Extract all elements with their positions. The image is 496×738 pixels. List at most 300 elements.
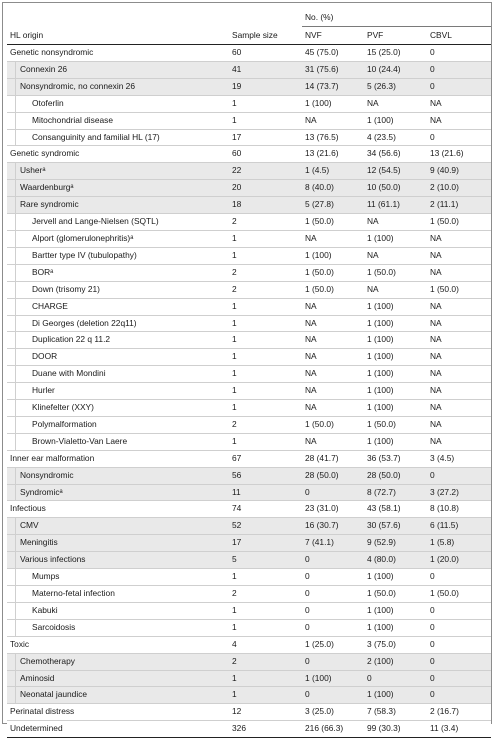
row-label: Undetermined <box>10 723 63 734</box>
cell-origin <box>7 112 229 129</box>
cell-sample-size: 20 <box>229 180 302 197</box>
table-frame <box>2 2 492 734</box>
cell-origin <box>7 366 229 383</box>
table-row <box>7 78 491 95</box>
table-row <box>7 180 491 197</box>
cell-pvf: 1 (100) <box>364 298 427 315</box>
table-body <box>7 45 491 738</box>
cell-cbvl: 0 <box>427 619 491 636</box>
cell-pvf: 12 (54.5) <box>364 163 427 180</box>
header-row <box>7 27 491 45</box>
cell-sample-size: 1 <box>229 95 302 112</box>
cell-sample-size: 11 <box>229 484 302 501</box>
cell-cbvl: NA <box>427 298 491 315</box>
cell-nvf: NA <box>302 400 364 417</box>
row-label: Hurler <box>15 383 229 399</box>
cell-cbvl: NA <box>427 264 491 281</box>
row-label: Chemotherapy <box>15 654 229 670</box>
cell-sample-size: 1 <box>229 247 302 264</box>
cell-pvf: 10 (24.4) <box>364 61 427 78</box>
row-label: Materno-fetal infection <box>15 586 229 602</box>
row-label: Genetic syndromic <box>10 148 80 159</box>
cell-nvf: NA <box>302 315 364 332</box>
cell-pvf: 2 (100) <box>364 653 427 670</box>
table-row <box>7 636 491 653</box>
cell-cbvl: 0 <box>427 467 491 484</box>
cell-cbvl: 1 (5.8) <box>427 535 491 552</box>
cell-sample-size: 2 <box>229 281 302 298</box>
cell-cbvl: 13 (21.6) <box>427 146 491 163</box>
cell-pvf: NA <box>364 95 427 112</box>
cell-cbvl: 8 (10.8) <box>427 501 491 518</box>
row-label: Alport (glomerulonephritis)ᵃ <box>15 231 229 247</box>
column-header-cbvl: CBVL <box>427 27 491 45</box>
cell-sample-size: 19 <box>229 78 302 95</box>
cell-cbvl: NA <box>427 95 491 112</box>
cell-origin <box>7 586 229 603</box>
cell-sample-size: 1 <box>229 112 302 129</box>
cell-sample-size: 1 <box>229 670 302 687</box>
cell-origin <box>7 670 229 687</box>
cell-origin <box>7 146 229 163</box>
table-row <box>7 197 491 214</box>
cell-origin <box>7 281 229 298</box>
cell-origin <box>7 264 229 281</box>
cell-sample-size: 326 <box>229 721 302 738</box>
cell-sample-size: 41 <box>229 61 302 78</box>
cell-origin <box>7 433 229 450</box>
cell-cbvl: 0 <box>427 129 491 146</box>
cell-pvf: 1 (100) <box>364 349 427 366</box>
cell-cbvl: 3 (4.5) <box>427 450 491 467</box>
cell-origin <box>7 197 229 214</box>
cell-cbvl: 2 (11.1) <box>427 197 491 214</box>
cell-sample-size: 1 <box>229 383 302 400</box>
cell-sample-size: 1 <box>229 366 302 383</box>
cell-nvf: NA <box>302 230 364 247</box>
table-row <box>7 602 491 619</box>
cell-nvf: 1 (50.0) <box>302 214 364 231</box>
cell-pvf: 10 (50.0) <box>364 180 427 197</box>
cell-origin <box>7 315 229 332</box>
cell-pvf: 36 (53.7) <box>364 450 427 467</box>
cell-nvf: NA <box>302 112 364 129</box>
row-label: Waardenburgᵃ <box>15 180 229 196</box>
row-label: Meningitis <box>15 535 229 551</box>
table-row <box>7 518 491 535</box>
cell-pvf: 3 (75.0) <box>364 636 427 653</box>
cell-nvf: 1 (100) <box>302 670 364 687</box>
table-row <box>7 112 491 129</box>
cell-sample-size: 2 <box>229 264 302 281</box>
table-row <box>7 95 491 112</box>
cell-nvf: NA <box>302 349 364 366</box>
cell-pvf: 1 (100) <box>364 230 427 247</box>
cell-pvf: 43 (58.1) <box>364 501 427 518</box>
row-label: Aminosid <box>15 671 229 687</box>
cell-pvf: 1 (50.0) <box>364 586 427 603</box>
table-row <box>7 569 491 586</box>
cell-sample-size: 1 <box>229 315 302 332</box>
table-row <box>7 535 491 552</box>
table-row <box>7 230 491 247</box>
cell-cbvl: NA <box>427 247 491 264</box>
row-label: Infectious <box>10 503 46 514</box>
cell-pvf: 9 (52.9) <box>364 535 427 552</box>
table-row <box>7 349 491 366</box>
table-row <box>7 332 491 349</box>
cell-pvf: 4 (80.0) <box>364 552 427 569</box>
table-row <box>7 163 491 180</box>
row-label: Connexin 26 <box>15 62 229 78</box>
cell-origin <box>7 78 229 95</box>
table-row <box>7 298 491 315</box>
table-row <box>7 214 491 231</box>
table-row <box>7 129 491 146</box>
table-row <box>7 687 491 704</box>
cell-origin <box>7 61 229 78</box>
row-label: Bartter type IV (tubulopathy) <box>15 248 229 264</box>
cell-sample-size: 17 <box>229 535 302 552</box>
cell-pvf: 1 (100) <box>364 569 427 586</box>
cell-nvf: 0 <box>302 653 364 670</box>
cell-sample-size: 1 <box>229 400 302 417</box>
cell-pvf: 11 (61.1) <box>364 197 427 214</box>
cell-origin <box>7 416 229 433</box>
row-label: Jervell and Lange-Nielsen (SQTL) <box>15 214 229 230</box>
column-header-nvf: NVF <box>302 27 364 45</box>
row-label: Rare syndromic <box>15 197 229 213</box>
cell-nvf: 0 <box>302 687 364 704</box>
cell-pvf: NA <box>364 247 427 264</box>
cell-cbvl: 0 <box>427 602 491 619</box>
table-row <box>7 383 491 400</box>
cell-pvf: 30 (57.6) <box>364 518 427 535</box>
cell-nvf: 14 (73.7) <box>302 78 364 95</box>
row-label: Mumps <box>15 569 229 585</box>
cell-cbvl: NA <box>427 400 491 417</box>
cell-pvf: 1 (100) <box>364 400 427 417</box>
cell-nvf: 1 (100) <box>302 247 364 264</box>
cell-origin <box>7 501 229 518</box>
cell-origin <box>7 383 229 400</box>
cell-cbvl: NA <box>427 349 491 366</box>
cell-origin <box>7 687 229 704</box>
cell-nvf: 0 <box>302 586 364 603</box>
cell-origin <box>7 619 229 636</box>
cell-sample-size: 60 <box>229 45 302 62</box>
cell-pvf: NA <box>364 281 427 298</box>
row-label: Toxic <box>10 638 30 649</box>
cell-cbvl: NA <box>427 416 491 433</box>
row-label: Various infections <box>15 552 229 568</box>
cell-sample-size: 5 <box>229 552 302 569</box>
column-header-origin: HL origin <box>7 27 229 45</box>
cell-origin <box>7 721 229 738</box>
cell-origin <box>7 467 229 484</box>
cell-cbvl: 2 (10.0) <box>427 180 491 197</box>
cell-cbvl: 6 (11.5) <box>427 518 491 535</box>
row-label: Mitochondrial disease <box>15 113 229 129</box>
row-label: CHARGE <box>15 299 229 315</box>
cell-sample-size: 1 <box>229 298 302 315</box>
cell-pvf: 1 (50.0) <box>364 416 427 433</box>
cell-origin <box>7 180 229 197</box>
cell-nvf: 7 (41.1) <box>302 535 364 552</box>
header-group-row <box>7 8 491 27</box>
cell-pvf: 4 (23.5) <box>364 129 427 146</box>
table-row <box>7 61 491 78</box>
cell-nvf: NA <box>302 366 364 383</box>
header-spacer <box>7 8 229 27</box>
cell-origin <box>7 552 229 569</box>
cell-sample-size: 1 <box>229 602 302 619</box>
cell-sample-size: 1 <box>229 230 302 247</box>
cell-nvf: 0 <box>302 484 364 501</box>
cell-origin <box>7 704 229 721</box>
table-row <box>7 281 491 298</box>
cell-sample-size: 1 <box>229 569 302 586</box>
cell-sample-size: 22 <box>229 163 302 180</box>
table-row <box>7 264 491 281</box>
cell-pvf: 1 (100) <box>364 433 427 450</box>
cell-sample-size: 2 <box>229 214 302 231</box>
cell-pvf: 28 (50.0) <box>364 467 427 484</box>
column-header-sample-size: Sample size <box>229 27 302 45</box>
cell-cbvl: 0 <box>427 670 491 687</box>
cell-cbvl: 0 <box>427 569 491 586</box>
cell-origin <box>7 332 229 349</box>
cell-sample-size: 1 <box>229 619 302 636</box>
cell-cbvl: NA <box>427 230 491 247</box>
row-label: Inner ear malformation <box>10 452 95 463</box>
cell-sample-size: 1 <box>229 332 302 349</box>
cell-sample-size: 2 <box>229 416 302 433</box>
row-label: Down (trisomy 21) <box>15 282 229 298</box>
table-row <box>7 670 491 687</box>
header-group-label: No. (%) <box>302 8 491 27</box>
row-label: Consanguinity and familial HL (17) <box>15 130 229 146</box>
row-label: Neonatal jaundice <box>15 687 229 703</box>
cell-pvf: 15 (25.0) <box>364 45 427 62</box>
row-label: DOOR <box>15 349 229 365</box>
cell-sample-size: 4 <box>229 636 302 653</box>
cell-nvf: 23 (31.0) <box>302 501 364 518</box>
cell-cbvl: 2 (16.7) <box>427 704 491 721</box>
cell-sample-size: 2 <box>229 586 302 603</box>
row-label: Genetic nonsyndromic <box>10 47 94 57</box>
cell-pvf: 1 (100) <box>364 366 427 383</box>
row-label: Duplication 22 q 11.2 <box>15 332 229 348</box>
cell-nvf: 45 (75.0) <box>302 45 364 62</box>
cell-pvf: 1 (100) <box>364 332 427 349</box>
cell-cbvl: NA <box>427 112 491 129</box>
row-label: CMV <box>15 518 229 534</box>
cell-cbvl: 0 <box>427 61 491 78</box>
row-label: Perinatal distress <box>10 706 75 717</box>
cell-cbvl: 0 <box>427 78 491 95</box>
cell-pvf: 5 (26.3) <box>364 78 427 95</box>
table-row <box>7 552 491 569</box>
table-row <box>7 619 491 636</box>
row-label: Otoferlin <box>15 96 229 112</box>
cell-nvf: 8 (40.0) <box>302 180 364 197</box>
cell-pvf: 1 (50.0) <box>364 264 427 281</box>
cell-pvf: 34 (56.6) <box>364 146 427 163</box>
cell-cbvl: 1 (50.0) <box>427 214 491 231</box>
table-row <box>7 704 491 721</box>
cell-origin <box>7 230 229 247</box>
cell-nvf: NA <box>302 332 364 349</box>
row-label: Klinefelter (XXY) <box>15 400 229 416</box>
cell-pvf: 99 (30.3) <box>364 721 427 738</box>
cell-cbvl: 9 (40.9) <box>427 163 491 180</box>
row-label: Kabuki <box>15 603 229 619</box>
cell-sample-size: 56 <box>229 467 302 484</box>
table-row <box>7 146 491 163</box>
cell-origin <box>7 569 229 586</box>
cell-pvf: 1 (100) <box>364 619 427 636</box>
cell-pvf: 1 (100) <box>364 315 427 332</box>
cell-pvf: 1 (100) <box>364 112 427 129</box>
cell-origin <box>7 349 229 366</box>
row-label: Usherᵃ <box>15 163 229 179</box>
cell-origin <box>7 484 229 501</box>
cell-pvf: 7 (58.3) <box>364 704 427 721</box>
cell-nvf: 1 (50.0) <box>302 281 364 298</box>
cell-sample-size: 1 <box>229 433 302 450</box>
table-row <box>7 247 491 264</box>
cell-origin <box>7 400 229 417</box>
cell-nvf: 13 (21.6) <box>302 146 364 163</box>
cell-origin <box>7 535 229 552</box>
header-spacer <box>229 8 302 27</box>
cell-cbvl: 1 (50.0) <box>427 281 491 298</box>
cell-pvf: 0 <box>364 670 427 687</box>
cell-nvf: 1 (50.0) <box>302 264 364 281</box>
cell-origin <box>7 653 229 670</box>
cell-cbvl: 0 <box>427 687 491 704</box>
cell-pvf: 1 (100) <box>364 602 427 619</box>
cell-origin <box>7 129 229 146</box>
cell-nvf: NA <box>302 433 364 450</box>
cell-sample-size: 2 <box>229 653 302 670</box>
cell-nvf: 0 <box>302 569 364 586</box>
cell-cbvl: 11 (3.4) <box>427 721 491 738</box>
cell-sample-size: 1 <box>229 349 302 366</box>
hl-origin-table <box>7 8 491 738</box>
table-row <box>7 315 491 332</box>
cell-cbvl: 0 <box>427 653 491 670</box>
table-row <box>7 721 491 738</box>
cell-origin <box>7 518 229 535</box>
row-label: Nonsyndromic, no connexin 26 <box>15 79 229 95</box>
cell-sample-size: 52 <box>229 518 302 535</box>
cell-origin <box>7 214 229 231</box>
cell-nvf: 0 <box>302 602 364 619</box>
cell-cbvl: 0 <box>427 45 491 62</box>
table-row <box>7 366 491 383</box>
cell-sample-size: 1 <box>229 687 302 704</box>
cell-nvf: 216 (66.3) <box>302 721 364 738</box>
table-row <box>7 501 491 518</box>
table-row <box>7 484 491 501</box>
cell-cbvl: NA <box>427 433 491 450</box>
cell-origin <box>7 95 229 112</box>
row-label: Duane with Mondini <box>15 366 229 382</box>
cell-pvf: 1 (100) <box>364 687 427 704</box>
cell-sample-size: 17 <box>229 129 302 146</box>
row-label: Sarcoidosis <box>15 620 229 636</box>
table-row <box>7 45 491 62</box>
table-row <box>7 653 491 670</box>
cell-cbvl: NA <box>427 383 491 400</box>
row-label: Nonsyndromic <box>15 468 229 484</box>
row-label: Polymalformation <box>15 417 229 433</box>
cell-origin <box>7 247 229 264</box>
table-row <box>7 400 491 417</box>
cell-origin <box>7 298 229 315</box>
cell-nvf: NA <box>302 298 364 315</box>
row-label: BORᵃ <box>15 265 229 281</box>
cell-sample-size: 74 <box>229 501 302 518</box>
cell-pvf: 1 (100) <box>364 383 427 400</box>
cell-nvf: 16 (30.7) <box>302 518 364 535</box>
cell-nvf: 5 (27.8) <box>302 197 364 214</box>
cell-cbvl: 3 (27.2) <box>427 484 491 501</box>
cell-nvf: 0 <box>302 552 364 569</box>
cell-cbvl: 1 (20.0) <box>427 552 491 569</box>
cell-nvf: 31 (75.6) <box>302 61 364 78</box>
cell-nvf: 3 (25.0) <box>302 704 364 721</box>
cell-nvf: 13 (76.5) <box>302 129 364 146</box>
cell-nvf: 0 <box>302 619 364 636</box>
cell-nvf: 28 (50.0) <box>302 467 364 484</box>
cell-sample-size: 18 <box>229 197 302 214</box>
cell-origin <box>7 163 229 180</box>
cell-nvf: 1 (25.0) <box>302 636 364 653</box>
cell-origin <box>7 450 229 467</box>
cell-cbvl: 0 <box>427 636 491 653</box>
cell-cbvl: NA <box>427 332 491 349</box>
cell-sample-size: 67 <box>229 450 302 467</box>
cell-sample-size: 12 <box>229 704 302 721</box>
cell-origin <box>7 45 229 62</box>
cell-sample-size: 60 <box>229 146 302 163</box>
cell-cbvl: NA <box>427 366 491 383</box>
cell-origin <box>7 602 229 619</box>
cell-cbvl: NA <box>427 315 491 332</box>
table-row <box>7 450 491 467</box>
cell-pvf: 8 (72.7) <box>364 484 427 501</box>
row-label: Brown-Vialetto-Van Laere <box>15 434 229 450</box>
table-row <box>7 433 491 450</box>
table-row <box>7 416 491 433</box>
table-row <box>7 586 491 603</box>
cell-nvf: 1 (50.0) <box>302 416 364 433</box>
column-header-pvf: PVF <box>364 27 427 45</box>
cell-pvf: NA <box>364 214 427 231</box>
row-label: Syndromicᵃ <box>15 485 229 501</box>
row-label: Di Georges (deletion 22q11) <box>15 316 229 332</box>
cell-nvf: 28 (41.7) <box>302 450 364 467</box>
cell-origin <box>7 636 229 653</box>
cell-nvf: 1 (100) <box>302 95 364 112</box>
cell-nvf: NA <box>302 383 364 400</box>
table-row <box>7 467 491 484</box>
cell-cbvl: 1 (50.0) <box>427 586 491 603</box>
cell-nvf: 1 (4.5) <box>302 163 364 180</box>
